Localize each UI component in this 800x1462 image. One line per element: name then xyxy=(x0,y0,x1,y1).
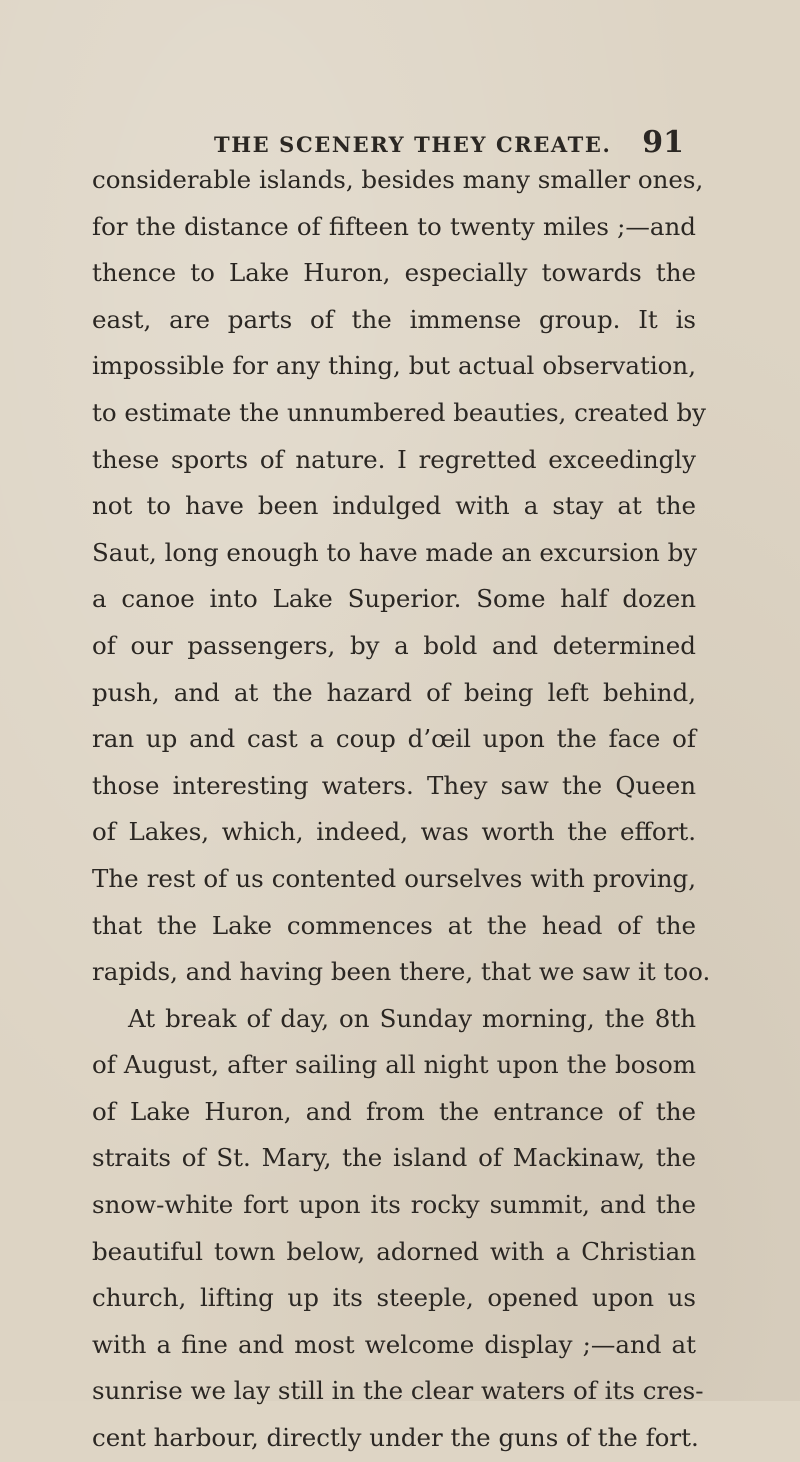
text-line: thence to Lake Huron, especially towards the xyxy=(92,258,696,288)
text-line: beautiful town below, adorned with a Christian xyxy=(92,1236,696,1266)
text-line: to estimate the unnumbered beauties, created by xyxy=(92,397,707,427)
text-line: of August, after sailing all night upon the bosom xyxy=(92,1050,696,1080)
text-line: ran up and cast a coup d’œil upon the face of xyxy=(92,724,696,754)
text-line: Saut, long enough to have made an excursion by xyxy=(92,537,698,567)
text-line: snow-white fort upon its rocky summit, and the xyxy=(92,1190,696,1220)
text-line: of Lake Huron, and from the entrance of the xyxy=(92,1096,696,1126)
text-line: east, are parts of the immense group. It is xyxy=(92,304,696,334)
text-line: At break of day, on Sunday morning, the 8th xyxy=(128,1003,696,1033)
text-line: of Lakes, which, indeed, was worth the effort. xyxy=(92,817,696,847)
running-title: THE SCENERY THEY CREATE. xyxy=(214,132,612,157)
page-number: 91 xyxy=(642,125,684,160)
text-line: sunrise we lay still in the clear waters of its cres- xyxy=(92,1376,704,1406)
text-line: a canoe into Lake Superior. Some half dozen xyxy=(92,584,696,614)
text-line: these sports of nature. I regretted exceedingly xyxy=(92,444,696,474)
text-line: The rest of us contented ourselves with proving, xyxy=(92,863,696,893)
text-line: of our passengers, by a bold and determined xyxy=(92,630,696,660)
text-line: rapids, and having been there, that we saw it too. xyxy=(92,957,711,987)
running-header xyxy=(214,125,684,160)
text-line: with a fine and most welcome display ;—and at xyxy=(92,1329,696,1359)
text-line: those interesting waters. They saw the Queen xyxy=(92,770,696,800)
text-line: cent harbour, directly under the guns of the fort. xyxy=(92,1423,699,1453)
text-line: that the Lake commences at the head of the xyxy=(92,910,696,940)
text-line: church, lifting up its steeple, opened upon us xyxy=(92,1283,696,1313)
text-line: not to have been indulged with a stay at the xyxy=(92,491,696,521)
text-line: impossible for any thing, but actual observation, xyxy=(92,351,696,381)
text-line: push, and at the hazard of being left behind, xyxy=(92,677,696,707)
text-line: considerable islands, besides many smaller ones, xyxy=(92,165,704,194)
text-line: straits of St. Mary, the island of Mackinaw, the xyxy=(92,1143,696,1173)
text-line: for the distance of fifteen to twenty miles ;—and xyxy=(92,211,696,241)
body-text xyxy=(92,157,711,1462)
